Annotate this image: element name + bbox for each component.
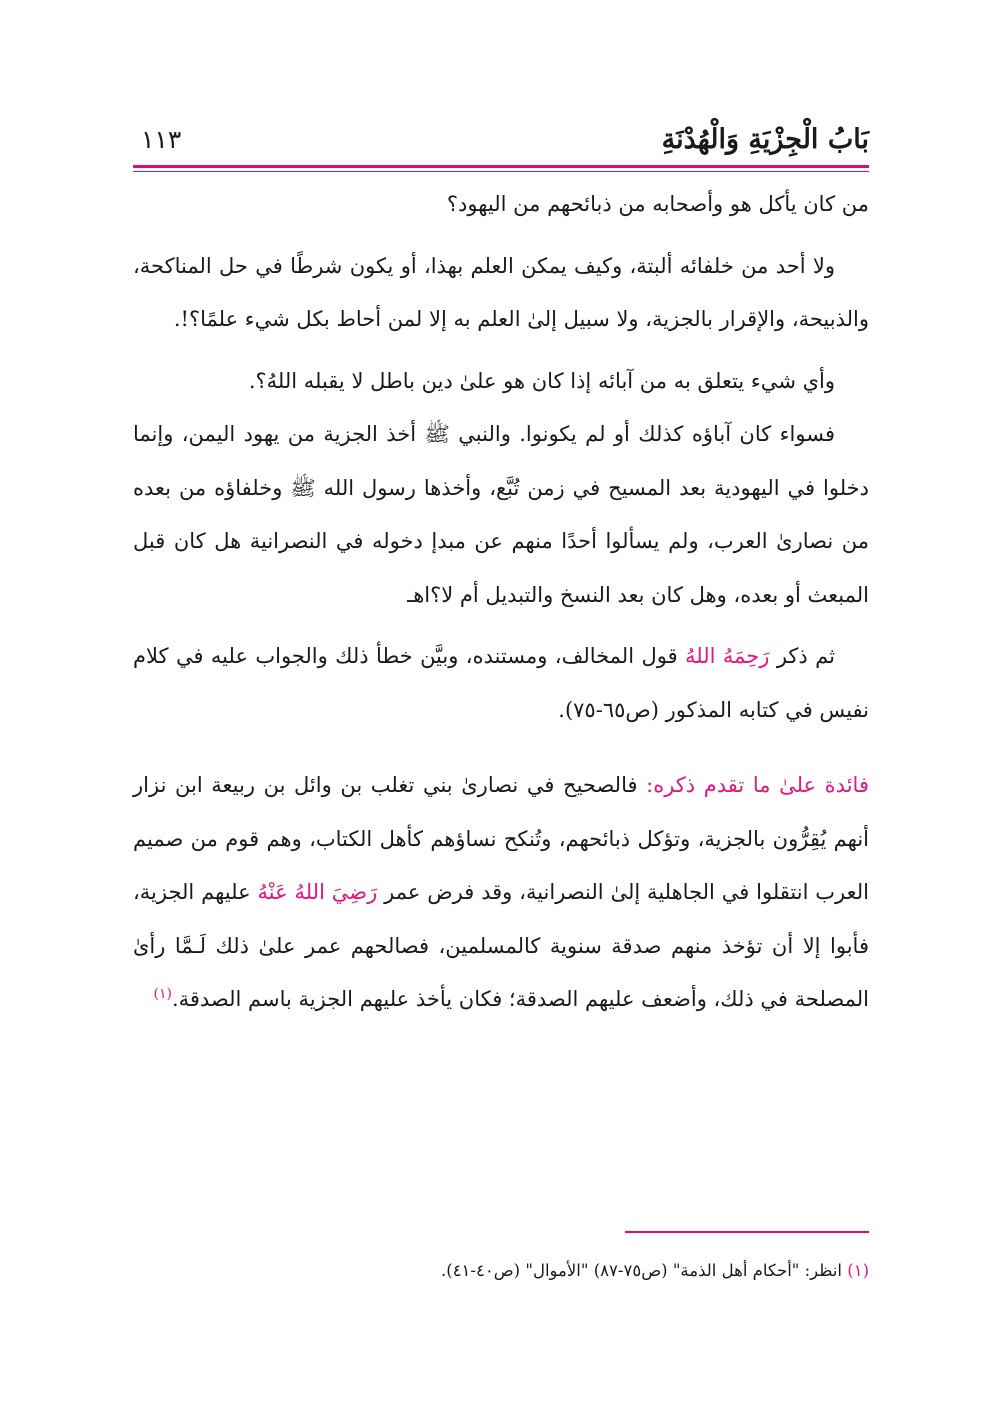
- paragraph: فسواء كان آباؤه كذلك أو لم يكونوا. والنبي ﷺ أخذ الجزية من يهود اليمن، وإنما دخلوا في اليهودية بعد المسيح في زمن تُبَّع، وأخذها رسول الله ﷺ وخلفاؤه من بعده من نصارىٰ العرب، ولم يسألوا أحدًا منهم عن مبدإ دخوله في النصرانية هل كان قبل المبعث أو بعده، وهل كان بعد النسخ والتبديل أم لا؟اهـ: [133, 422, 869, 607]
- page-number: ١١٣: [141, 125, 182, 154]
- text-run: فالصحيح في نصارىٰ بني تغلب بن وائل بن ربيعة ابن نزار أنهم يُقِرُّون بالجزية، وتؤكل ذبائحهم، وتُنكح نساؤهم كأهل الكتاب، وهم قوم من صميم العرب انتقلوا في الجاهلية إلىٰ النصرانية، وقد فرض عمر: [133, 773, 869, 904]
- chapter-title: بَابُ الْجِزْيَةِ وَالْهُدْنَةِ: [661, 124, 869, 155]
- header-rule-thick: [133, 165, 869, 168]
- footnote-separator: [625, 1231, 869, 1233]
- footnote: [133, 1258, 869, 1284]
- honorific-symbol: رَضِيَ اللهُ عَنْهُ: [257, 880, 378, 904]
- paragraph: [133, 630, 869, 737]
- honorific-symbol: رَحِمَهُ اللهُ: [685, 644, 770, 668]
- footnote-text: انظر: "أحكام أهل الذمة" (ص٧٥-٨٧) "الأموال" (ص٤٠-٤١).: [441, 1261, 848, 1280]
- paragraph: [133, 759, 869, 1027]
- header-rule-thin: [133, 171, 869, 172]
- benefit-label: فائدة علىٰ ما تقدم ذكره:: [646, 773, 869, 797]
- paragraph: من كان يأكل هو وأصحابه من ذبائحهم من اليهود؟: [446, 192, 869, 216]
- text-run: قول المخالف، ومستنده، وبيَّن خطأ ذلك والجواب عليه في كلام نفيس في كتابه المذكور (ص٦٥-٧٥).: [133, 644, 869, 722]
- footnote-marker: (١): [847, 1261, 869, 1280]
- text-run: ثم ذكر: [769, 644, 836, 668]
- paragraph: ولا أحد من خلفائه ألبتة، وكيف يمكن العلم بهذا، أو يكون شرطًا في حل المناكحة، والذبيحة، والإقرار بالجزية، ولا سبيل إلىٰ العلم به إلا لمن أحاط بكل شيء علمًا؟!.: [133, 253, 869, 331]
- page-body: [133, 178, 869, 1027]
- footnote-reference[interactable]: (١): [153, 986, 172, 1002]
- paragraph: وأي شيء يتعلق به من آبائه إذا كان هو علىٰ دين باطل لا يقبله اللهُ؟.: [248, 368, 835, 393]
- text-run: عليهم الجزية، فأبوا إلا أن تؤخذ منهم صدقة سنوية كالمسلمين، فصالحهم عمر علىٰ ذلك لَـمَّا رأىٰ المصلحة في ذلك، وأضعف عليهم الصدقة؛ فكان يأخذ عليهم الجزية باسم الصدقة.: [133, 880, 869, 1011]
- page-header: [133, 118, 869, 162]
